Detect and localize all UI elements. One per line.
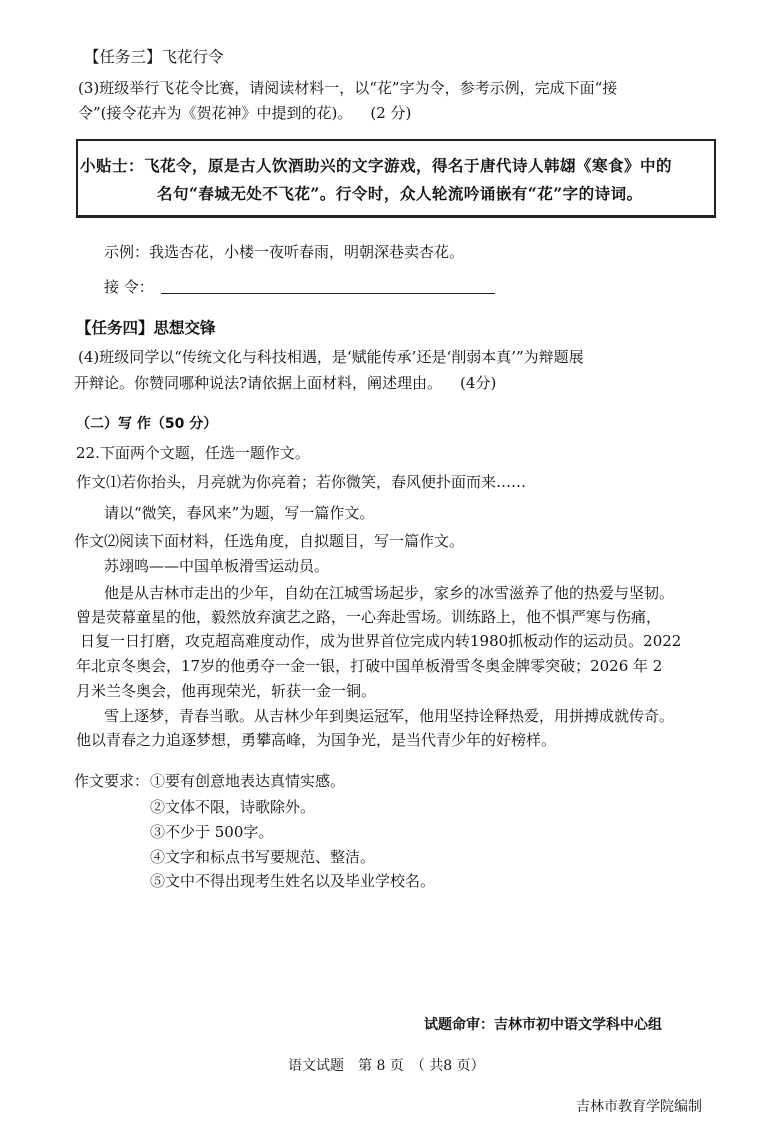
task3-question-text: 令”(接令花卉为《贺花神》中提到的花)。 — [78, 104, 353, 122]
task4-heading: 【任务四】思想交锋 — [76, 318, 216, 337]
material-line: 日复一日打磨，攻克超高难度动作，成为世界首位完成内转1980抓板动作的运动员。2022 — [80, 632, 682, 650]
task3-heading: 【任务三】飞花行令 — [84, 48, 224, 66]
requirements-label: 作文要求： — [74, 772, 150, 790]
tip-line1: 小贴士：飞花令，原是古人饮酒助兴的文字游戏，得名于唐代诗人韩翃《寒食》中的 — [80, 156, 673, 175]
tip-line2: 名句“春城无处不飞花”。行令时，众人轮流吟诵嵌有“花”字的诗词。 — [157, 184, 643, 203]
question-22: 22.下面两个文题，任选一题作文。 — [76, 444, 310, 462]
material-line: 月米兰冬奥会，他再现荣光，斩获一金一铜。 — [76, 682, 377, 700]
task4-question-text: 开辩论。你赞同哪种说法?请依据上面材料，阐述理由。 — [74, 374, 443, 392]
topic1: 作文⑴若你抬头，月亮就为你亮着；若你微笑，春风便扑面而来…… — [76, 473, 527, 491]
material-line: 雪上逐梦，青春当歌。从吉林少年到奥运冠军，他用坚持诠释热爱，用拼搏成就传奇。 — [104, 707, 675, 725]
topic1-requirement: 请以“微笑，春风来”为题，写一篇作文。 — [104, 504, 375, 522]
task3-score: (2 分) — [370, 104, 412, 122]
publisher: 吉林市教育学院编制 — [576, 1099, 702, 1115]
example-text: 示例：我选杏花，小楼一夜听春雨，明朝深巷卖杏花。 — [104, 243, 465, 261]
writing-section-title: （二）写 作（50 分） — [76, 416, 218, 432]
task4-question-line1: (4)班级同学以“传统文化与科技相遇，是‘赋能传承’还是‘削弱本真’”为辩题展 — [78, 348, 584, 366]
requirement-item: ⑤文中不得出现考生姓名以及毕业学校名。 — [150, 872, 436, 890]
answer-blank-line[interactable] — [161, 293, 495, 294]
material-line: 年北京冬奥会，17岁的他勇夺一金一银，打破中国单板滑雪冬奥金牌零突破；2026 年 2 — [76, 657, 663, 675]
material-line: 苏翊鸣——中国单板滑雪运动员。 — [104, 557, 330, 575]
material-line: 曾是荧幕童星的他，毅然放弃演艺之路，一心奔赴雪场。训练路上，他不惧严寒与伤痛， — [76, 608, 662, 626]
task3-question-line1: (3)班级举行飞花令比赛，请阅读材料一，以“花”字为令，参考示例，完成下面“接 — [78, 79, 618, 97]
reviewer-credit: 试题命审：吉林市初中语文学科中心组 — [424, 1017, 662, 1033]
task3-question-line2 — [78, 103, 411, 123]
task4-score: (4分) — [460, 374, 497, 392]
tip-box — [76, 139, 716, 218]
requirement-item: ④文字和标点书写要规范、整洁。 — [150, 848, 376, 866]
material-line: 他以青春之力追逐梦想，勇攀高峰，为国争光，是当代青少年的好榜样。 — [76, 731, 557, 749]
requirement-item: ③不少于 500字。 — [150, 823, 274, 841]
page-number: 语文试题 第 8 页 （ 共8 页） — [288, 1058, 485, 1074]
topic2: 作文⑵阅读下面材料，任选角度，自拟题目，写一篇作文。 — [74, 532, 465, 550]
requirement-item: ②文体不限，诗歌除外。 — [150, 798, 316, 816]
requirement-item: ①要有创意地表达真情实感。 — [150, 772, 346, 790]
material-line: 他是从吉林市走出的少年，自幼在江城雪场起步，家乡的冰雪滋养了他的热爱与坚韧。 — [104, 584, 675, 602]
task4-question-line2 — [74, 373, 496, 393]
answer-label: 接 令： — [104, 278, 154, 296]
